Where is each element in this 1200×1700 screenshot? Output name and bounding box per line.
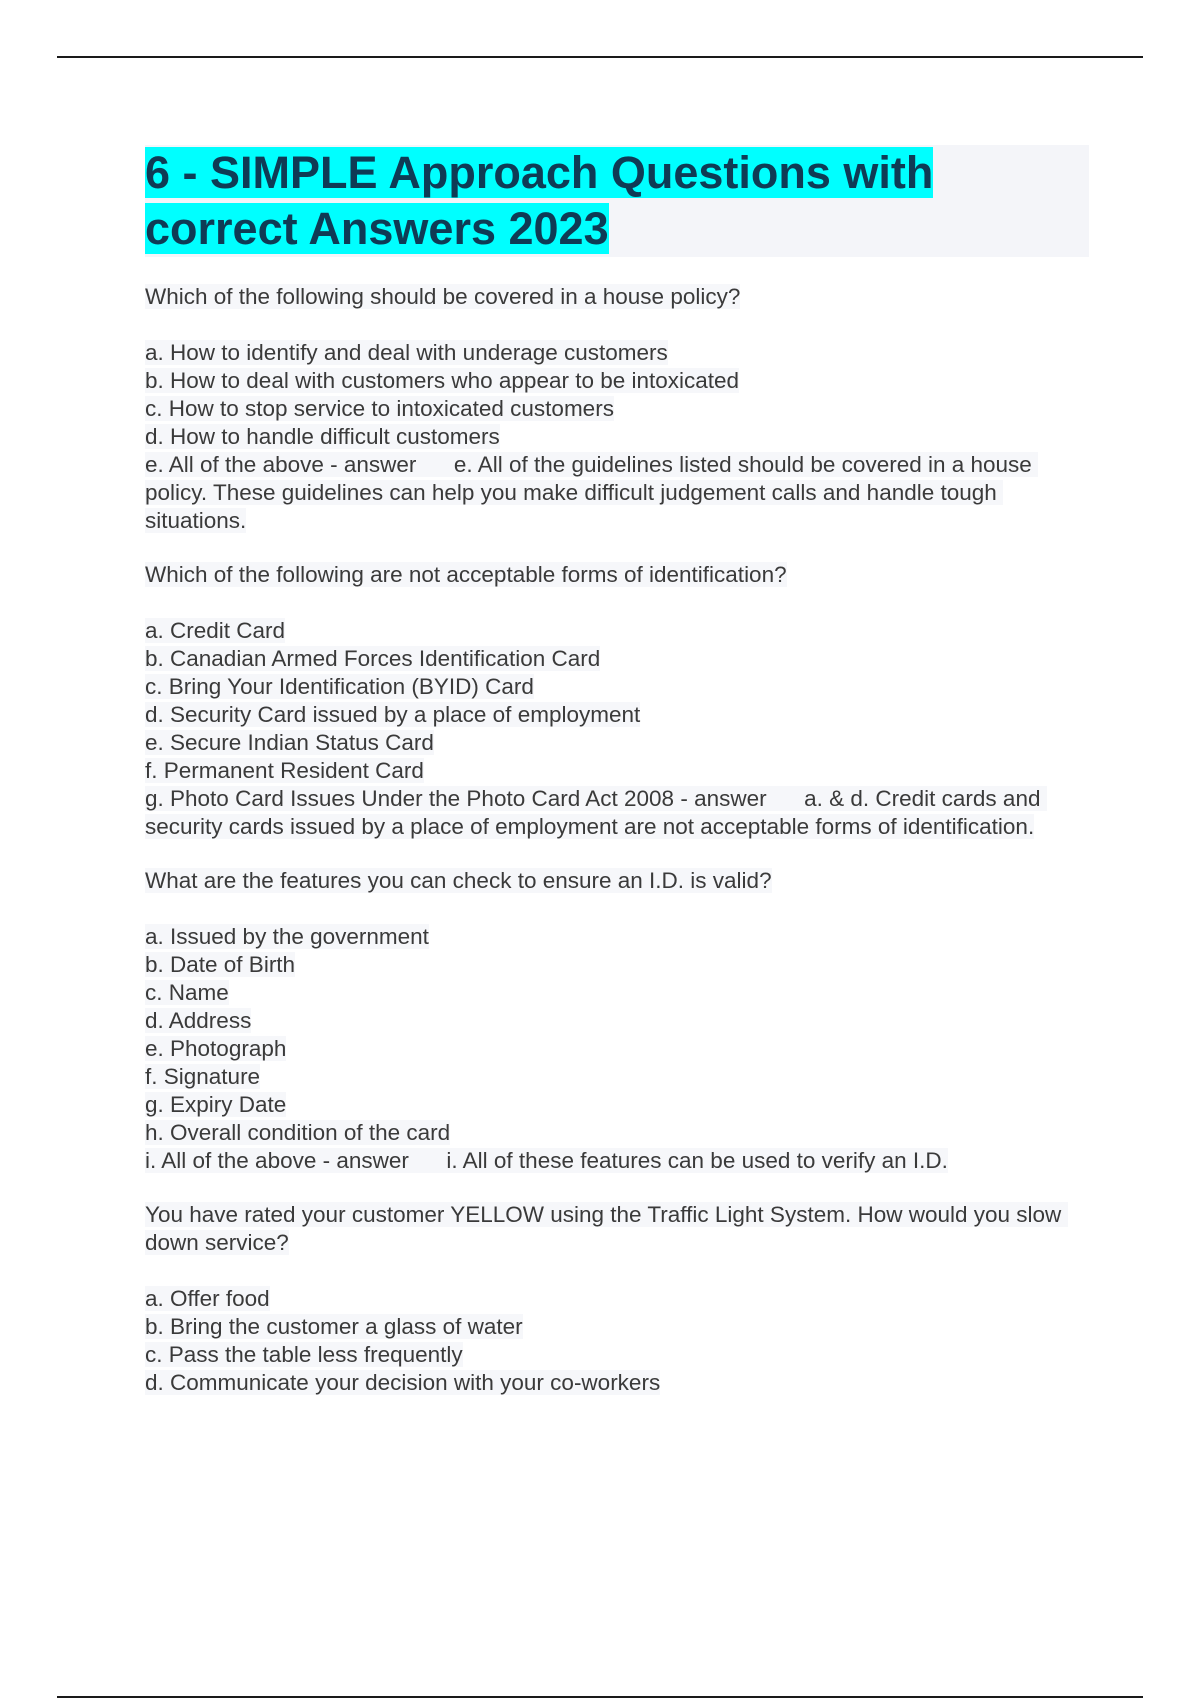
option: c. How to stop service to intoxicated customers	[145, 396, 614, 421]
option-answer: i. All of the above - answer i. All of these features can be used to verify an I.D.	[145, 1148, 948, 1173]
option: f. Permanent Resident Card	[145, 758, 424, 783]
option: b. How to deal with customers who appear to be intoxicated	[145, 368, 740, 393]
question-text: You have rated your customer YELLOW using the Traffic Light System. How would you slow down service?	[145, 1202, 1068, 1255]
option: a. Offer food	[145, 1286, 270, 1311]
option: f. Signature	[145, 1064, 261, 1089]
question-block-3	[145, 867, 1089, 1175]
option: d. How to handle difficult customers	[145, 424, 500, 449]
bottom-rule	[57, 1696, 1143, 1698]
option: e. Photograph	[145, 1036, 287, 1061]
option: b. Canadian Armed Forces Identification Card	[145, 646, 601, 671]
option: d. Security Card issued by a place of employment	[145, 702, 641, 727]
option: d. Address	[145, 1008, 252, 1033]
option: d. Communicate your decision with your co-workers	[145, 1370, 661, 1395]
option-answer: g. Photo Card Issues Under the Photo Card Act 2008 - answer a. & d. Credit cards and security cards issued by a place of employment are not acceptable forms of identification.	[145, 786, 1047, 839]
question-block-1	[145, 283, 1089, 535]
top-rule	[57, 56, 1143, 58]
option: b. Date of Birth	[145, 952, 296, 977]
option: a. How to identify and deal with underage customers	[145, 340, 668, 365]
option: e. Secure Indian Status Card	[145, 730, 434, 755]
option: c. Pass the table less frequently	[145, 1342, 463, 1367]
question-block-2	[145, 561, 1089, 841]
option: h. Overall condition of the card	[145, 1120, 451, 1145]
document-title: 6 - SIMPLE Approach Questions with correct Answers 2023	[145, 147, 934, 254]
option: c. Name	[145, 980, 229, 1005]
question-text: Which of the following should be covered in a house policy?	[145, 284, 741, 309]
option: a. Credit Card	[145, 618, 286, 643]
question-block-4	[145, 1201, 1089, 1397]
title-box	[145, 145, 1089, 257]
document-body	[145, 145, 1089, 1397]
question-text: Which of the following are not acceptable forms of identification?	[145, 562, 787, 587]
option: g. Expiry Date	[145, 1092, 287, 1117]
question-text: What are the features you can check to ensure an I.D. is valid?	[145, 868, 772, 893]
option: b. Bring the customer a glass of water	[145, 1314, 523, 1339]
option-answer: e. All of the above - answer e. All of the guidelines listed should be covered in a house policy. These guidelines can help you make difficult judgement calls and handle tough situations.	[145, 452, 1039, 533]
option: a. Issued by the government	[145, 924, 429, 949]
option: c. Bring Your Identification (BYID) Card	[145, 674, 534, 699]
